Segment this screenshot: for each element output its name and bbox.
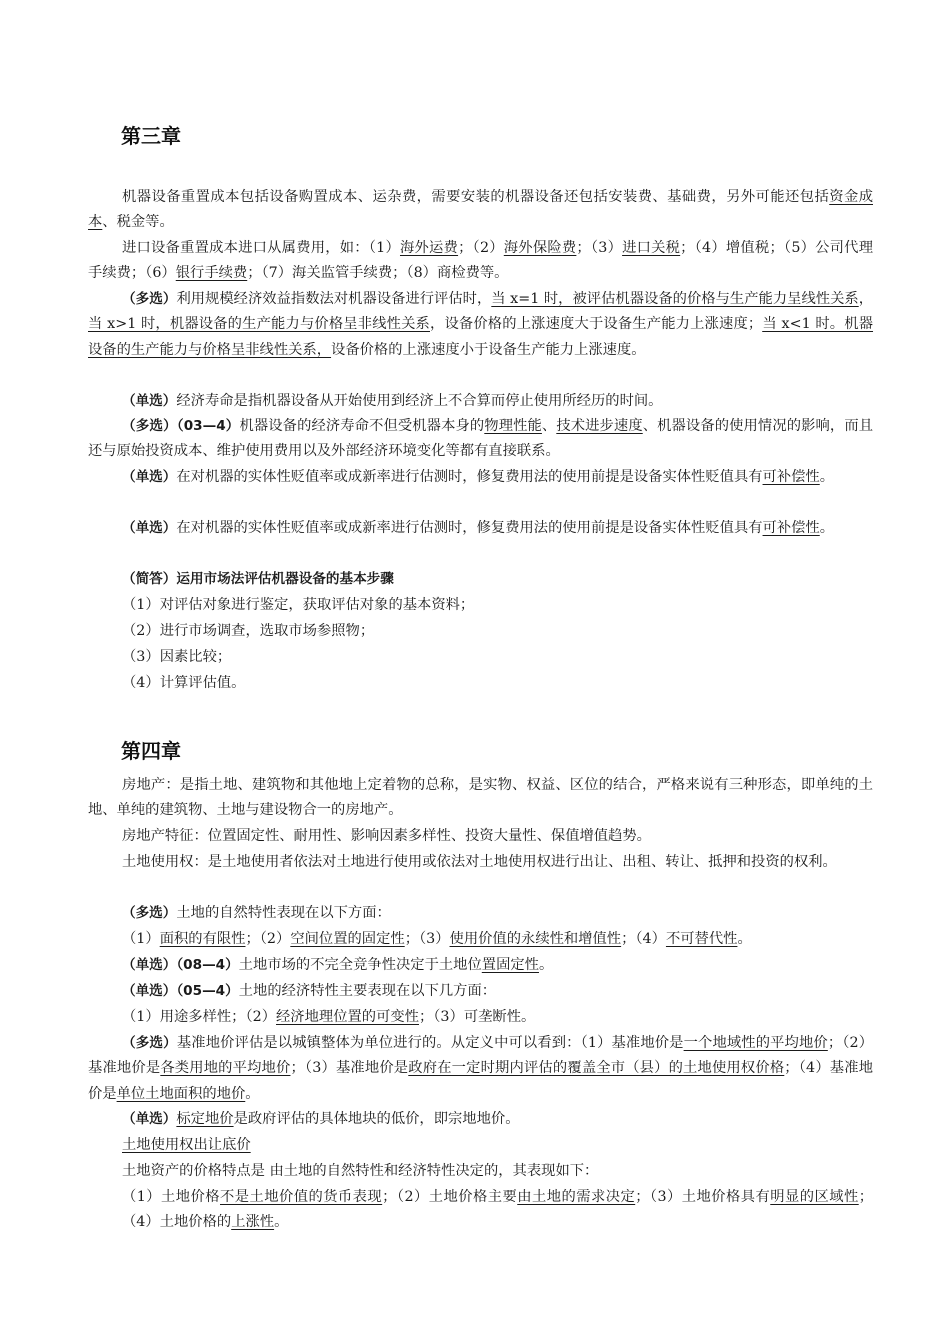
- ch4-para-economic-features: （1）用途多样性；（2）经济地理位置的可变性；（3）可垄断性。: [122, 1009, 536, 1025]
- chapter-4-title: 第四章: [121, 739, 181, 763]
- ch3-para-replacement-cost: 机器设备重置成本包括设备购置成本、运杂费，需要安装的机器设备还包括安装费、基础费，另外可能还包括资金成本、税金等。: [88, 189, 873, 231]
- question-type-label: （简答）: [122, 571, 177, 587]
- ch3-step-item: （4）计算评估值。: [122, 675, 246, 691]
- ch3-para-economic-life-factors: （多选）（03—4）机器设备的经济寿命不但受机器本身的物理性能、技术进步速度、机器设备的使用情况的影响，而且还与原始投资成本、维护使用费用以及外部经济环境变化等都有直接联系。: [88, 418, 874, 460]
- question-type-label: （多选）: [122, 291, 177, 307]
- question-type-label: （多选）: [122, 1035, 177, 1051]
- ch3-para-repair-cost-2: （单选）在对机器的实体性贬值率或成新率进行估测时，修复费用法的使用前提是设备实体性贬值具有可补偿性。: [122, 520, 835, 536]
- question-type-label: （单选）: [122, 520, 177, 536]
- question-type-label: （单选）: [122, 469, 177, 485]
- ch3-para-economic-life: （单选）经济寿命是指机器设备从开始使用到经济上不合算而停止使用所经历的时间。: [122, 393, 663, 409]
- ch4-para-reserve-price: 土地使用权出让底价: [122, 1137, 251, 1153]
- question-type-label: （单选）（05—4）: [122, 983, 239, 999]
- ch4-para-natural-features: （1）面积的有限性；（2）空间位置的固定性；（3）使用价值的永续性和增值性；（4）不可替代性。: [122, 931, 752, 947]
- ch3-para-scale-index: （多选）利用规模经济效益指数法对机器设备进行评估时，当 x=1 时，被评估机器设备的价格与生产能力呈线性关系，当 x>1 时，机器设备的生产能力与价格呈非线性关系，设备价格的上涨速度大于设备生产能力上涨速度；当 x<1 时。机器设备的生产能力与价格呈非线性关系，设备价格的上涨速度小于设备生产能力上涨速度。: [88, 291, 874, 358]
- ch4-para-real-estate: 房地产：是指土地、建筑物和其他地上定着物的总称，是实物、权益、区位的结合，严格来说有三种形态，即单纯的土地、单纯的建筑物、土地与建设物合一的房地产。: [88, 777, 873, 819]
- ch4-para-standard-price: （单选）标定地价是政府评估的具体地块的低价，即宗地地价。: [122, 1111, 520, 1127]
- ch4-para-imperfect-competition: （单选）（08—4）土地市场的不完全竞争性决定于土地位置固定性。: [122, 957, 554, 973]
- ch4-para-natural-features-heading: （多选）土地的自然特性表现在以下方面：: [122, 905, 391, 921]
- ch3-step-item: （2）进行市场调查，选取市场参照物；: [122, 623, 375, 639]
- ch3-step-item: （1）对评估对象进行鉴定，获取评估对象的基本资料；: [122, 597, 475, 613]
- ch4-para-economic-features-heading: （单选）（05—4）土地的经济特性主要表现在以下几方面：: [122, 983, 497, 999]
- ch3-step-item: （3）因素比较；: [122, 649, 232, 665]
- question-type-label: （多选）: [122, 905, 177, 921]
- question-type-label: （多选）（03—4）: [122, 418, 240, 434]
- ch4-para-land-price-features-heading: 土地资产的价格特点是 由土地的自然特性和经济特性决定的，其表现如下：: [122, 1163, 599, 1179]
- question-type-label: （单选）: [122, 1111, 177, 1127]
- ch4-para-benchmark-price: （多选）基准地价评估是以城镇整体为单位进行的。从定义中可以看到：（1）基准地价是一个地域性的平均地价；（2）基准地价是各类用地的平均地价；（3）基准地价是政府在一定时期内评估的覆盖全市（县）的土地使用权价格；（4）基准地价是单位土地面积的地价。: [88, 1035, 874, 1102]
- ch3-para-market-method-heading: （简答）运用市场法评估机器设备的基本步骤: [122, 571, 394, 587]
- ch3-para-repair-cost-1: （单选）在对机器的实体性贬值率或成新率进行估测时，修复费用法的使用前提是设备实体性贬值具有可补偿性。: [122, 469, 835, 485]
- ch3-para-import-fees: 进口设备重置成本进口从属费用，如：（1）海外运费；（2）海外保险费；（3）进口关税；（4）增值税；（5）公司代理手续费；（6）银行手续费；（7）海关监管手续费；（8）商检费等。: [88, 240, 874, 282]
- ch4-para-land-price-features: （1）土地价格不是土地价值的货币表现；（2）土地价格主要由土地的需求决定；（3）土地价格具有明显的区域性；（4）土地价格的上涨性。: [122, 1189, 874, 1231]
- chapter-3-title: 第三章: [121, 124, 181, 148]
- question-type-label: （单选）: [122, 393, 177, 409]
- ch4-para-real-estate-features: 房地产特征：位置固定性、耐用性、影响因素多样性、投资大量性、保值增值趋势。: [122, 828, 651, 844]
- ch4-para-land-use-right: 土地使用权：是土地使用者依法对土地进行使用或依法对土地使用权进行出让、出租、转让、抵押和投资的权利。: [122, 854, 837, 870]
- question-type-label: （单选）（08—4）: [122, 957, 239, 973]
